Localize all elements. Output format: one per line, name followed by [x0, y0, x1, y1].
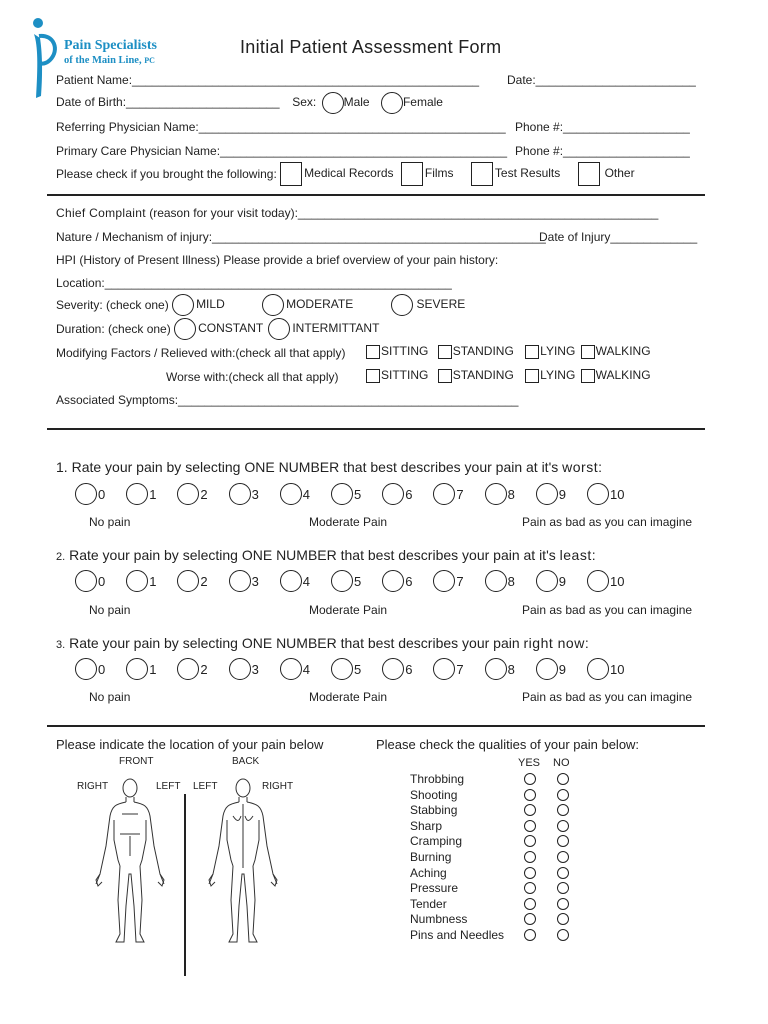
pain-scale-number: 0 — [98, 573, 106, 589]
quality-yes-radio[interactable] — [524, 898, 536, 910]
q3-emph: right now — [523, 635, 585, 651]
pain-scale-number: 8 — [507, 661, 515, 677]
pain-scale-option[interactable] — [228, 658, 259, 680]
body-back-figure[interactable] — [205, 776, 281, 946]
pain-scale-option[interactable] — [535, 658, 566, 680]
quality-no-radio[interactable] — [557, 929, 569, 941]
mild-radio[interactable] — [172, 294, 194, 316]
worse-label: Worse with:(check all that apply) — [166, 370, 339, 384]
q3-mid-label: Moderate Pain — [309, 690, 388, 704]
pain-scale-number: 9 — [558, 661, 567, 677]
pain-scale-option[interactable] — [330, 658, 361, 680]
quality-no-radio[interactable] — [557, 882, 569, 894]
pain-scale-number: 3 — [251, 573, 259, 589]
date-field[interactable]: Date:________________________ — [507, 73, 696, 87]
quality-yes-radio[interactable] — [524, 929, 536, 941]
q1-number: 1. — [56, 459, 68, 475]
pain-scale-radio[interactable] — [331, 570, 353, 592]
phone1-field[interactable]: Phone #:___________________ — [515, 120, 690, 134]
body-divider — [184, 794, 186, 976]
q1-high-label: Pain as bad as you can imagine — [522, 515, 693, 529]
quality-yes-radio[interactable] — [524, 820, 536, 832]
relieved-options — [366, 344, 651, 359]
pain-scale-number: 10 — [610, 486, 625, 502]
quality-yes-radio[interactable] — [524, 882, 536, 894]
pain-scale-radio[interactable] — [433, 570, 455, 592]
hpi-label: HPI (History of Present Illness) Please provide a brief overview of your pain history: — [56, 253, 499, 267]
quality-no-radio[interactable] — [557, 789, 569, 801]
pain-scale-radio[interactable] — [536, 570, 558, 592]
body-map-title: Please indicate the location of your pain below — [56, 737, 324, 752]
severity-label: Severity: (check one) — [56, 298, 169, 312]
pain-scale-option[interactable] — [125, 570, 156, 592]
worse-lying-checkbox[interactable] — [525, 369, 539, 383]
quality-yes-radio[interactable] — [524, 913, 536, 925]
pain-scale-option[interactable] — [74, 658, 105, 680]
male-label: Male — [343, 95, 370, 110]
quality-no-radio[interactable] — [557, 773, 569, 785]
quality-yes-radio[interactable] — [524, 835, 536, 847]
pain-scale-option[interactable] — [432, 658, 463, 680]
logo-line2: of the Main Line, — [64, 55, 142, 66]
mild-label: MILD — [196, 297, 225, 312]
pain-scale-option[interactable] — [279, 483, 310, 505]
pain-scale-radio[interactable] — [587, 570, 609, 592]
quality-no-radio[interactable] — [557, 898, 569, 910]
pain-scale-number: 3 — [251, 661, 259, 677]
severe-label: SEVERE — [416, 297, 466, 312]
pain-scale-number: 1 — [149, 661, 157, 677]
pain-scale-radio[interactable] — [331, 483, 353, 505]
pain-scale-number: 4 — [302, 661, 311, 677]
pain-scale-number: 0 — [98, 661, 106, 677]
back-right-label: RIGHT — [262, 781, 294, 792]
quality-label: Sharp — [410, 818, 443, 833]
worse-lying-label: LYING — [540, 368, 576, 382]
quality-label: Tender — [410, 896, 447, 911]
pain-scale-radio[interactable] — [229, 570, 251, 592]
quality-label: Pressure — [410, 881, 459, 896]
pain-scale-option[interactable] — [381, 658, 412, 680]
pain-scale-radio[interactable] — [433, 658, 455, 680]
relieved-label: Modifying Factors / Relieved with:(check all that apply) — [56, 346, 346, 360]
pain-scale-number: 2 — [200, 486, 208, 502]
films-label: Films — [424, 166, 454, 181]
pain-scale-number: 10 — [610, 573, 625, 589]
duration-label: Duration: (check one) — [56, 322, 171, 336]
pain-scale-option[interactable] — [586, 570, 624, 592]
q1-low-label: No pain — [89, 515, 131, 529]
pain-scale-number: 9 — [558, 486, 567, 502]
pain-scale-option[interactable] — [586, 483, 624, 505]
pain-scale-radio[interactable] — [126, 483, 148, 505]
pain-scale-number: 6 — [405, 573, 413, 589]
test-results-label: Test Results — [494, 166, 561, 181]
pain-scale-option[interactable] — [279, 658, 310, 680]
pain-scale-number: 4 — [302, 486, 311, 502]
pain-scale-number: 4 — [302, 573, 311, 589]
quality-yes-radio[interactable] — [524, 867, 536, 879]
quality-yes-radio[interactable] — [524, 851, 536, 863]
form-title: Initial Patient Assessment Form — [240, 37, 502, 57]
pain-scale-option[interactable] — [484, 483, 515, 505]
pain-scale-radio[interactable] — [177, 570, 199, 592]
pain-scale-option[interactable] — [125, 658, 156, 680]
pain-scale-radio[interactable] — [382, 483, 404, 505]
pain-scale-radio[interactable] — [75, 658, 97, 680]
quality-no-radio[interactable] — [557, 867, 569, 879]
pain-scale-number: 5 — [354, 486, 362, 502]
pain-scale-number: 2 — [200, 573, 208, 589]
divider-1 — [47, 194, 705, 196]
pain-scale-radio[interactable] — [382, 658, 404, 680]
pain-scale-option[interactable] — [176, 658, 207, 680]
pain-scale-number: 9 — [558, 573, 567, 589]
pain-scale-radio[interactable] — [75, 483, 97, 505]
moderate-radio[interactable] — [262, 294, 284, 316]
pain-scale-option[interactable] — [535, 570, 566, 592]
intermittant-radio[interactable] — [268, 318, 290, 340]
relieved-standing-label: STANDING — [452, 344, 514, 358]
q1-emph: worst — [562, 459, 599, 475]
relieved-sitting-label: SITTING — [381, 344, 429, 358]
pain-scale-option[interactable] — [381, 570, 412, 592]
pain-scale-radio[interactable] — [177, 658, 199, 680]
pain-scale-number: 8 — [507, 486, 515, 502]
pain-scale-radio[interactable] — [280, 658, 302, 680]
pain-scale-option[interactable] — [176, 483, 207, 505]
medical-records-checkbox[interactable] — [280, 162, 302, 186]
pain-scale-option[interactable] — [176, 570, 207, 592]
logo-suffix: PC — [144, 56, 155, 65]
logo — [24, 16, 174, 102]
pain-scale-option[interactable] — [586, 658, 624, 680]
other-checkbox[interactable] — [578, 162, 600, 186]
patient-name-field[interactable]: Patient Name:____________________________________________________ — [56, 73, 480, 87]
pain-scale-number: 1 — [149, 486, 157, 502]
quality-label: Numbness — [410, 912, 468, 927]
pain-scale-option[interactable] — [125, 483, 156, 505]
pain-scale-radio[interactable] — [229, 483, 251, 505]
pain-scale-radio[interactable] — [126, 658, 148, 680]
quality-label: Burning — [410, 850, 452, 864]
pain-scale-option[interactable] — [432, 570, 463, 592]
q2-colon: : — [591, 547, 596, 563]
q1-mid-label: Moderate Pain — [309, 515, 388, 529]
pain-scale-number: 1 — [149, 573, 157, 589]
q2-text: Rate your pain by selecting ONE NUMBER that best describes your pain at it's — [69, 547, 560, 563]
quality-yes-radio[interactable] — [524, 789, 536, 801]
divider-2 — [47, 428, 705, 430]
pain-scale-number: 3 — [251, 486, 259, 502]
no-header: NO — [553, 757, 570, 769]
pain-scale-option[interactable] — [484, 570, 515, 592]
female-radio[interactable] — [381, 92, 403, 114]
pain-scale-radio[interactable] — [75, 570, 97, 592]
quality-label: Shooting — [410, 787, 458, 802]
back-label: BACK — [232, 756, 260, 767]
quality-no-radio[interactable] — [557, 851, 569, 863]
quality-label: Throbbing — [410, 772, 465, 786]
quality-label: Stabbing — [410, 803, 458, 818]
pain-scale-option[interactable] — [74, 570, 105, 592]
pain-scale-radio[interactable] — [485, 658, 507, 680]
injury-date-field[interactable]: Date of Injury_____________ — [539, 230, 698, 244]
q2-mid-label: Moderate Pain — [309, 603, 388, 617]
pain-scale-number: 5 — [354, 573, 362, 589]
logo-mark — [24, 16, 64, 102]
nature-field[interactable]: Nature / Mechanism of injury:__________________________________________________ — [56, 230, 546, 244]
q3-colon: : — [584, 635, 589, 651]
test-results-checkbox[interactable] — [471, 162, 493, 186]
body-front-figure[interactable] — [92, 776, 168, 946]
worse-sitting-checkbox[interactable] — [366, 369, 380, 383]
pain-scale-number: 8 — [507, 573, 515, 589]
pain-scale-option[interactable] — [330, 483, 361, 505]
relieved-lying-checkbox[interactable] — [525, 345, 539, 359]
q1-scale — [74, 483, 634, 509]
q3-high-label: Pain as bad as you can imagine — [522, 690, 693, 704]
intermittant-label: INTERMITTANT — [292, 321, 380, 336]
bring-label: Please check if you brought the following: — [56, 167, 277, 181]
films-checkbox[interactable] — [401, 162, 423, 186]
quality-no-radio[interactable] — [557, 913, 569, 925]
constant-label: CONSTANT — [198, 321, 263, 336]
quality-no-radio[interactable] — [557, 804, 569, 816]
chief-complaint-label: Chief Complaint — [56, 206, 146, 220]
qualities-title: Please check the qualities of your pain below: — [376, 737, 640, 752]
relieved-walking-label: WALKING — [595, 344, 651, 358]
q2-scale — [74, 570, 634, 596]
pain-scale-number: 7 — [456, 661, 464, 677]
location-field[interactable]: Location:____________________________________________________ — [56, 276, 452, 290]
pain-scale-radio[interactable] — [433, 483, 455, 505]
front-label: FRONT — [119, 756, 154, 767]
quality-no-radio[interactable] — [557, 820, 569, 832]
relieved-lying-label: LYING — [540, 344, 576, 358]
pain-scale-radio[interactable] — [229, 658, 251, 680]
pain-scale-number: 6 — [405, 661, 413, 677]
other-label: Other — [604, 166, 635, 181]
pain-scale-number: 7 — [456, 486, 464, 502]
worse-walking-label: WALKING — [595, 368, 651, 382]
pain-scale-number: 6 — [405, 486, 413, 502]
worse-sitting-label: SITTING — [381, 368, 429, 382]
pain-scale-radio[interactable] — [331, 658, 353, 680]
relieved-walking-checkbox[interactable] — [581, 345, 595, 359]
dob-field[interactable]: Date of Birth:_______________________ — [56, 95, 280, 110]
pain-scale-option[interactable] — [432, 483, 463, 505]
associated-field[interactable]: Associated Symptoms:___________________________________________________ — [56, 393, 519, 407]
pain-scale-option[interactable] — [228, 483, 259, 505]
pain-scale-option[interactable] — [330, 570, 361, 592]
q2-low-label: No pain — [89, 603, 131, 617]
q2-high-label: Pain as bad as you can imagine — [522, 603, 693, 617]
constant-radio[interactable] — [174, 318, 196, 340]
pain-scale-radio[interactable] — [536, 658, 558, 680]
moderate-label: MODERATE — [286, 297, 354, 312]
relieved-sitting-checkbox[interactable] — [366, 345, 380, 359]
quality-no-radio[interactable] — [557, 835, 569, 847]
pain-scale-radio[interactable] — [485, 483, 507, 505]
q1-colon: : — [598, 459, 602, 475]
pain-scale-radio[interactable] — [536, 483, 558, 505]
relieved-standing-checkbox[interactable] — [438, 345, 452, 359]
quality-yes-radio[interactable] — [524, 804, 536, 816]
q3-number: 3. — [56, 639, 66, 651]
pain-scale-number: 10 — [610, 661, 625, 677]
pain-scale-option[interactable] — [74, 483, 105, 505]
pain-scale-option[interactable] — [535, 483, 566, 505]
q1-text: Rate your pain by selecting ONE NUMBER that best describes your pain at it's — [71, 459, 563, 475]
q2-number: 2. — [56, 551, 66, 563]
severe-radio[interactable] — [391, 294, 413, 316]
worse-standing-label: STANDING — [452, 368, 514, 382]
q3-scale — [74, 658, 634, 684]
pain-scale-option[interactable] — [484, 658, 515, 680]
pain-scale-radio[interactable] — [177, 483, 199, 505]
sex-label: Sex: — [292, 95, 317, 110]
quality-label: Aching — [410, 865, 447, 880]
pain-scale-radio[interactable] — [382, 570, 404, 592]
primary-care-field[interactable]: Primary Care Physician Name:___________________________________________ — [56, 144, 508, 158]
pain-scale-radio[interactable] — [280, 570, 302, 592]
logo-line1: Pain Specialists — [64, 38, 157, 53]
medical-records-label: Medical Records — [304, 166, 394, 181]
quality-label: Cramping — [410, 834, 463, 849]
referring-field[interactable]: Referring Physician Name:______________________________________________ — [56, 120, 506, 134]
pain-scale-radio[interactable] — [587, 483, 609, 505]
phone2-field[interactable]: Phone #:___________________ — [515, 144, 690, 158]
pain-scale-radio[interactable] — [587, 658, 609, 680]
back-left-label: LEFT — [193, 781, 218, 792]
pain-scale-radio[interactable] — [126, 570, 148, 592]
worse-standing-checkbox[interactable] — [438, 369, 452, 383]
q3-low-label: No pain — [89, 690, 131, 704]
quality-label: Pins and Needles — [410, 928, 505, 942]
front-left-label: LEFT — [156, 781, 181, 792]
male-radio[interactable] — [322, 92, 344, 114]
pain-scale-option[interactable] — [381, 483, 412, 505]
pain-scale-number: 7 — [456, 573, 464, 589]
yes-header: YES — [518, 757, 541, 769]
q2-emph: least — [559, 547, 592, 563]
female-label: Female — [402, 95, 443, 110]
q3-text: Rate your pain by selecting ONE NUMBER that best describes your pain — [69, 635, 524, 651]
pain-scale-number: 0 — [98, 486, 106, 502]
pain-scale-radio[interactable] — [280, 483, 302, 505]
pain-scale-option[interactable] — [228, 570, 259, 592]
pain-scale-number: 2 — [200, 661, 208, 677]
pain-scale-option[interactable] — [279, 570, 310, 592]
worse-walking-checkbox[interactable] — [581, 369, 595, 383]
divider-3 — [47, 725, 705, 727]
front-right-label: RIGHT — [77, 781, 109, 792]
quality-yes-radio[interactable] — [524, 773, 536, 785]
pain-scale-number: 5 — [354, 661, 362, 677]
chief-complaint-field[interactable]: (reason for your visit today):______________________________________________________ — [145, 206, 659, 220]
worse-options — [366, 368, 651, 383]
pain-scale-radio[interactable] — [485, 570, 507, 592]
bring-row — [56, 162, 635, 188]
